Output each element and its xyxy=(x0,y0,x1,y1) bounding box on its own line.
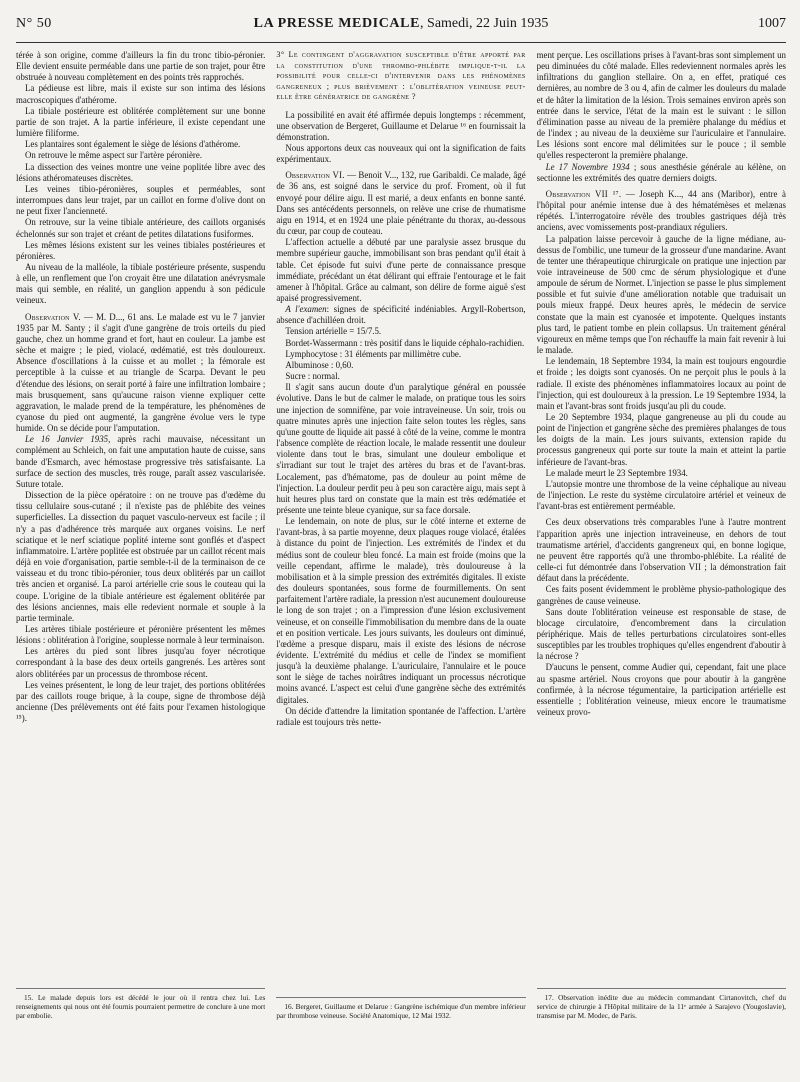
page-number: 1007 xyxy=(758,16,786,31)
observation-7-label: Observation VII ¹⁷. xyxy=(545,188,622,199)
column-right xyxy=(537,50,786,1070)
date-label: Le 16 Janvier 1935 xyxy=(25,434,109,445)
observation-5-text: — M. D..., 61 ans. Le malade est vu le 7 janvier 1935 par M. Santy ; il s'agit d'une gangrène de trois orteils du pied gauche, chez un homme grand et fort, haut en couleur. La jambe est sèche et maigre ; le pied, violacé, œdématié, est très douloureux. Absence d'oscillations à la cuisse et au mollet ; la fémorale est perceptible à la cuisse et au triangle de Scarpa. Devant le peu d'étendue des lésions, on serait porté à faire une infiltration lombaire ; mais brusquement, sans qu'aucune raison vienne expliquer cette aggravation, le malade prend de la température, les phénomènes de cyanose du pied ont augmenté, la gangrène évolue vers le type humide. On se décide pour l'amputation. xyxy=(16,311,266,434)
lab-result: Sucre : normal. xyxy=(285,371,340,382)
lab-result: Tension artérielle = 15/7.5. xyxy=(285,326,382,337)
column-middle xyxy=(276,50,525,1070)
paragraph: La possibilité en avait été affirmée depuis longtemps : récemment, une observation de Bergeret, Guillaume et Delarue ¹⁶ en fournissait la démonstration. xyxy=(276,109,526,142)
date-text: ; sous anesthésie générale au kélène, on sectionne les extrémités des quatre derniers doigts. xyxy=(536,161,786,183)
paragraph: Il s'agit sans aucun doute d'un paralytique général en poussée évolutive. Dans le but de calmer le malade, on pratique tous les soirs une injection de somnifène, par voie intraveineuse. Un soir, trois ou quatre minutes après une injection faite selon toutes les règles, sans qu'une goutte de liquide ait passé à côté de la veine, comme le montra l'absence complète de réaction locale, le malade ressentit une douleur violente dans tout le bras, simulant une douleur embolique et s'irradiant sur tout le trajet des artères du bras et de l'avant-bras. Localement, pas d'hématome, pas de douleur au point même de l'injection. La douleur perdit peu à peu son caractère aigu, mais sept à huit heures plus tard on constate que la main est très œdématiée et présente une teinte bleue cyanique, sur sa face dorsale. xyxy=(276,382,526,515)
paragraph: On décide d'attendre la limitation spontanée de l'affection. L'artère radiale est toujours très nette- xyxy=(276,705,526,727)
paragraph: Les artères du pied sont libres jusqu'au foyer nécrotique correspondant à la base des deux orteils gangrenés. Les artères sont alors oblitérées par un processus de thrombose récent. xyxy=(16,646,266,679)
column-left xyxy=(16,50,265,1070)
paragraph: Les veines tibio-péronières, souples et perméables, sont interrompues dans leur trajet, par un caillot en forme d'olive dont on ne peut fixer l'ancienneté. xyxy=(16,183,266,217)
paragraph: La palpation laisse percevoir à gauche de la ligne médiane, au-dessus de l'ombilic, une tumeur de la grosseur d'une mandarine. Avant de tenter une thérapeutique chirurgicale on pratique une injection par voie intraveineuse de 500 cmc de sérum physiologique et d'une ampoule de sérum de Normet. L'injection se passe le plus simplement possible et fut suivie d'une amélioration notable que traduisait un pouls mieux frappé. Deux heures après, le médecin de service constate que la main est cyanosée et impotente. Quelques instants plus tard, le patient tombe en plein collapsus. Un traitement général vigoureux en même temps que l'on réchauffe la main fait revenir à lui le malade. xyxy=(536,233,786,356)
paragraph: Les veines présentent, le long de leur trajet, des portions oblitérées par des caillots rouge brique, à la coupe, signe de thrombose déjà ancienne (Des prélèvements ont été faits pour l'examen histologique ¹⁵). xyxy=(16,679,266,724)
lab-result: Lymphocytose : 31 éléments par millimètre cube. xyxy=(285,348,462,359)
observation-6-label: Observation VI. xyxy=(285,170,345,181)
observation-6-text: — Benoit V..., 132, rue Garibaldi. Ce malade, âgé de 36 ans, est soigné dans le service du prof. Froment, où il fut envoyé pour délire aigu. Il est marié, a deux enfants en bonne santé. Dans ses antécédents personnels, on relève une crise de rhumatisme aigu en 1914, et en 1924 une plaie pénétrante du thorax, au-dessous du cœur, par coup de couteau. xyxy=(276,170,526,237)
paragraph: Le 20 Septembre 1934, plaque gangreneuse au pli du coude au point de l'injection et gangrène sèche des premières phalanges de tous les doigts de la main. Les jours suivants, extension rapide du processus gangreneux qui porte sur toute la main et atteint la partie inférieure de l'avant-bras. xyxy=(536,412,786,467)
footnote-16 xyxy=(276,997,525,1020)
paragraph: Les mêmes lésions existent sur les veines tibiales postérieures et péronières. xyxy=(16,239,266,261)
paragraph: D'aucuns le pensent, comme Audier qui, cependant, fait une place au spasme artériel. Nous croyons que pour aboutir à la gangrène confirmée, à la nécrose tégumentaire, la participation artérielle est essentielle ; l'oblitération veineuse, mieux encore le traumatisme veineux provo- xyxy=(536,662,786,718)
paragraph: La pédieuse est libre, mais il existe sur son intima des lésions macroscopiques d'athérome. xyxy=(16,83,266,105)
paragraph: L'autopsie montre une thrombose de la veine céphalique au niveau de l'injection. Le reste du système circulatoire artériel et veineux de l'avant-bras est entièrement perméable. xyxy=(536,478,786,512)
paragraph: Ces faits posent évidemment le problème physio-pathologique des gangrènes de cause veineuse. xyxy=(536,584,786,606)
paragraph xyxy=(537,162,786,184)
paragraph: Le malade meurt le 23 Septembre 1934. xyxy=(545,467,688,478)
column-left-text xyxy=(16,50,265,930)
text-columns xyxy=(16,50,786,1070)
date-text: , après rachi mauvaise, nécessitant un complément au Schleich, on fait une amputation haute de cuisse, sans bande d'Esmarch, avec hémostase progressive très satisfaisante. La surface de section des muscles, très rouge, paraît assez vascularisée. Suture totale. xyxy=(16,434,266,489)
paragraph: Les artères tibiale postérieure et péronière présentent les mêmes lésions : oblitération à l'origine, souplesse normale à leur terminaison. xyxy=(16,623,266,646)
issue-date: , Samedi, 22 Juin 1935 xyxy=(420,16,549,31)
paragraph: L'affection actuelle a débuté par une paralysie assez brusque du membre supérieur gauche, immobilisant son bras pendant qu'il était à table. Cet épisode fut suivi d'une perte de connaissance presque immédiate, précédant un état délirant qui effraie l'entourage et le fait amener à l'hôpital. Grâce au calmant, son délire de forme aiguë s'est apaisé progressivement. xyxy=(276,237,526,303)
section-heading: 3° Le contingent d'aggravation susceptible d'être apporté par la constitution d'une thrombo-phlébite implique-t-il la possibilité pour celle-ci d'intervenir dans les phénomènes gangreneux ; plus brièvement : l'oblitération veineuse peut-elle être génératrice de gangrène ? xyxy=(276,50,526,101)
paragraph: Les plantaires sont également le siège de lésions d'athérome. xyxy=(25,139,241,150)
footnote-text: 17. Observation inédite due au médecin commandant Cirtanovitch, chef du service de chirurgie à l'Hôpital militaire de la 11ᵉ armée à Sarajevo (Yougoslavie), transmise par M. Modec, de Paris. xyxy=(536,993,786,1020)
lab-result: Albuminose : 0,60. xyxy=(285,359,354,370)
paragraph: Ces deux observations très comparables l'une à l'autre montrent l'apparition après une injection intraveineuse, en dehors de tout traumatisme artériel, d'accidents gangreneux qui, en bonne logique, ne peuvent être rapportés qu'à une thrombo-phlébite. La réalité de celle-ci fut démontrée dans l'observation VII ; la démonstration fait défaut dans la précédente. xyxy=(536,517,786,584)
footnote-text: 15. Le malade depuis lors est décédé le jour où il rentra chez lui. Les renseignements qui nous ont été fournis pourraient permettre de conclure à une mort par embolie. xyxy=(16,993,266,1020)
observation-6 xyxy=(276,170,525,237)
observation-7 xyxy=(537,189,786,234)
column-right-text xyxy=(537,50,786,930)
paragraph: Dissection de la pièce opératoire : on ne trouve pas d'œdème du tissu cellulaire sous-cutané ; il n'existe pas de phlébite des veines superficielles. La dissection du paquet vasculo-nerveux est facile ; il n'y a pas d'adhérence très marquée aux organes voisins. Le nerf sciatique et le nerf sciatique poplité interne sont gonflés et d'aspect inflammatoire. L'artère poplitée est obstruée par un caillot récent mais déjà en voie d'organisation, partie semble-t-il de la terminaison de ce vaisseau et du tronc tibio-péronier, tous deux oblitérés par un caillot très ancien et organisé. La paroi artérielle crie sous le couteau qui la coupe. L'origine de la tibiale antérieure est également oblitérée par des lésions anciennes, mais elle redevient normale et souple à la partie terminale. xyxy=(16,490,266,623)
page-header xyxy=(16,16,786,43)
footnote-17 xyxy=(537,988,786,1020)
observation-7-text: — Joseph K..., 44 ans (Maribor), entre à l'hôpital pour anémie intense due à des hématémèses et melænas répétés. L'interrogatoire révèle des troubles gastriques déjà très anciens, avec vomissements post-prandiaux réguliers. xyxy=(536,188,786,233)
paragraph xyxy=(276,304,525,326)
paragraph: Nous apportons deux cas nouveaux qui ont la signification de faits expérimentaux. xyxy=(276,142,526,165)
paragraph: Le lendemain, on note de plus, sur le côté interne et externe de l'avant-bras, à sa partie moyenne, deux plaques rouge violacé, étalées à distance du point de l'injection. Les extrémités de l'index et du médius sont de couleur bleu foncé. La main est froide (moins que la veille cependant, affirme le malade), très douloureuse à la mobilisation et à la simple pression des extrémités digitales. Il existe des douleurs spontanées, sous forme de fourmillements. On sent parfaitement l'artère radiale, la pression n'est aucunement douloureuse le long de son trajet ; on a l'impression d'une lésion exclusivement veineuse, et on conseille l'immobilisation du membre dans de la ouate et en position verticale. Les jours suivants, les douleurs ont diminué, l'œdème a presque disparu, mais il existe des lésions de nécrose évidente. L'extrémité du médius et celle de l'index se momifient jusqu'à la deuxième phalange. L'auriculaire, l'annulaire et le pouce sont le siège de taches noirâtres indiquant un processus nécrotique moins avancé. L'aspect est celui d'une gangrène sèche des extrémités digitales. xyxy=(276,516,526,705)
footnote-text: 16. Bergeret, Guillaume et Delarue : Gangrène ischémique d'un membre inférieur par thrombose veineuse. Société Anatomique, 12 Mai 1932. xyxy=(276,1002,526,1020)
paragraph: Au niveau de la malléole, la tibiale postérieure présente, suspendu à elle, un renflement que l'on croyait être une dilatation anévrysmale mais qui semble, en réalité, un ganglion appendu à son pédicule veineux. xyxy=(16,261,266,306)
paragraph: Le lendemain, 18 Septembre 1934, la main est toujours engourdie et froide ; les doigts sont cyanosés. On ne perçoit plus le pouls à la radiale. Il existe des phénomènes inflammatoires locaux au point de l'injection, qui est douloureux à la pression. Le 19 Septembre 1934, la main et l'avant-bras sont froids jusqu'au pli du coude. xyxy=(536,356,786,411)
paragraph: térée à son origine, comme d'ailleurs la fin du tronc tibio-péronier. Elle devient ensuite perméable dans une partie de son trajet, pour être obstruée à nouveau complètement en des points très rapprochés. xyxy=(16,50,266,83)
paragraph: ment perçue. Les oscillations prises à l'avant-bras sont simplement un peu diminuées du côté malade. Elles redeviennent normales après les infiltrations du ganglion stellaire. On a, en effet, pratiqué ces dernières, au nombre de 3 ou 4, afin de calmer les douleurs du malade et de hâter la limitation de la lésion. Trois semaines environ après son entrée dans le service, l'état de la main est le suivant : le sillon d'élimination passe au niveau de la première phalange du médius et de l'index ; au niveau de la deuxième sur l'auriculaire et l'annulaire. Les lésions sont encore mal délimitées sur le pouce ; il semble qu'elles respecteront la première phalange. xyxy=(536,50,786,161)
paragraph: La dissection des veines montre une veine poplitée libre avec des lésions athéromateuses discrètes. xyxy=(16,161,266,183)
paragraph xyxy=(16,434,265,490)
paragraph: On retrouve le même aspect sur l'artère péronière. xyxy=(25,150,203,161)
paragraph: La tibiale postérieure est oblitérée complètement sur une bonne partie de son trajet. A la partie inférieure, il existe cependant une lumière filiforme. xyxy=(16,105,266,139)
journal-name: LA PRESSE MEDICALE xyxy=(253,16,421,31)
issue-number: N° 50 xyxy=(16,16,52,31)
lab-result: Bordet-Wassermann : très positif dans le liquide céphalo-rachidien. xyxy=(285,337,525,348)
exam-label: A l'examen xyxy=(285,304,327,315)
paragraph: Sans doute l'oblitération veineuse est responsable de stase, de blocage circulatoire, d'encombrement dans la circulation périphérique. Mais de telles perturbations circulatoires sont-elles susceptibles par les troubles trophiques qu'elles engendrent d'aboutir à la nécrose ? xyxy=(536,606,786,662)
observation-5-label: Observation V. xyxy=(25,311,81,322)
footnote-15 xyxy=(16,988,265,1020)
date-label: Le 17 Novembre 1934 xyxy=(545,161,630,172)
observation-5 xyxy=(16,312,265,435)
paragraph: On retrouve, sur la veine tibiale antérieure, des caillots organisés échelonnés sur son trajet et créant de petites dilatations fusiformes. xyxy=(16,217,266,239)
exam-text: : signes de spécificité indéniables. Argyll-Robertson, absence d'achilléen droit. xyxy=(276,304,526,326)
column-middle-text xyxy=(276,50,525,930)
running-title xyxy=(106,16,696,32)
